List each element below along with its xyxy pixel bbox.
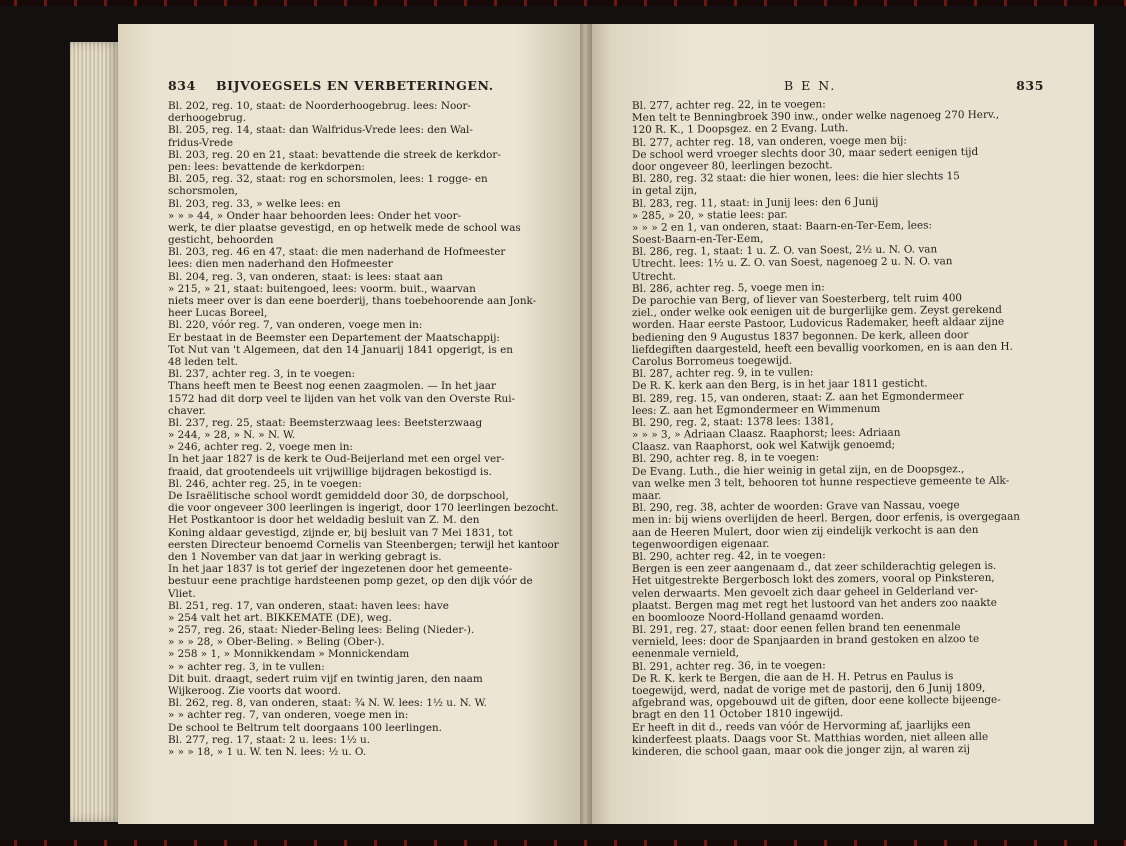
text-line: Bl. 277, achter reg. 18, van onderen, voege men bij: bbox=[631, 134, 907, 149]
text-line: werk, te dier plaatse gevestigd, en op hetwelk mede de school was bbox=[168, 221, 521, 234]
text-line: chaver. bbox=[168, 404, 206, 417]
text-line: » 246, achter reg. 2, voege men in: bbox=[168, 441, 353, 454]
text-line: eenenmale vernield, bbox=[631, 647, 740, 661]
text-line: gesticht, behoorden bbox=[168, 234, 274, 247]
text-line: eersten Directeur benoemd Cornelis van Steenbergen; terwijl het kantoor bbox=[168, 538, 559, 551]
text-line: In het jaar 1827 is de kerk te Oud-Beijerland met een orgel ver- bbox=[168, 453, 505, 466]
text-line: » » achter reg. 3, in te vullen: bbox=[168, 660, 325, 673]
text-line: den 1 November van dat jaar in werking gebragt is. bbox=[168, 550, 442, 563]
text-line: De school werd vroeger slechts door 30, maar sedert eenigen tijd bbox=[631, 145, 979, 161]
text-line: Bl. 262, reg. 8, van onderen, staat: ¾ N. W. lees: 1½ u. N. W. bbox=[168, 697, 487, 710]
text-line: » » » 28, » Ober-Beling. » Beling (Ober-). bbox=[168, 636, 385, 649]
text-line: Bl. 290, achter reg. 8, in te voegen: bbox=[631, 451, 820, 466]
text-line: De Evang. Luth., die hier weinig in getal zijn, en de Doopsgez., bbox=[631, 462, 965, 478]
text-line: Er bestaat in de Beemster een Departement der Maatschappij: bbox=[168, 331, 500, 344]
running-head: BIJVOEGSELS EN VERBETERINGEN. bbox=[216, 78, 494, 93]
text-line: Er heeft in dit d., reeds van vóór de Hervorming af, jaarlijks een bbox=[631, 718, 971, 734]
page-body bbox=[168, 100, 568, 758]
text-line: Bl. 290, reg. 2, staat: 1378 lees: 1381, bbox=[631, 415, 834, 429]
text-line: Tot Nut van 't Algemeen, dat den 14 Januarij 1841 opgerigt, is en bbox=[168, 343, 513, 356]
text-line: De Israëlitische school wordt gemiddeld door 30, de dorpschool, bbox=[168, 490, 509, 502]
text-line: Bl. 277, reg. 17, staat: 2 u. lees: 1½ u. bbox=[168, 733, 371, 746]
text-line: Bl. 203, reg. 46 en 47, staat: die men naderhand de Hofmeester bbox=[168, 246, 506, 259]
text-line: niets meer over is dan eene boerderij, thans toebehoorende aan Jonk- bbox=[168, 295, 537, 307]
text-line: Carolus Borromeus toegewijd. bbox=[631, 354, 793, 368]
text-line: kinderfeest plaats. Daags voor St. Matthias worden, niet alleen alle bbox=[631, 730, 989, 746]
text-line: Bl. 287, achter reg. 9, in te vullen: bbox=[631, 366, 814, 381]
running-head: B E N. bbox=[784, 78, 837, 93]
text-line: » 258 » 1, » Monnikkendam » Monnickendam bbox=[168, 648, 410, 661]
text-line: Bl. 277, achter reg. 22, in te voegen: bbox=[631, 98, 826, 112]
text-line: ziel., onder welke ook eenigen uit de burgerlijke gem. Zeyst gerekend bbox=[631, 303, 1002, 320]
text-line: schorsmolen, bbox=[168, 185, 238, 198]
text-line: Bl. 246, achter reg. 25, in te voegen: bbox=[168, 477, 362, 490]
text-line: Bl. 205, reg. 14, staat: dan Walfridus-Vrede lees: den Wal- bbox=[168, 124, 473, 137]
text-line: door ongeveer 80, leerlingen bezocht. bbox=[631, 159, 833, 173]
text-line: Bl. 291, achter reg. 36, in te voegen: bbox=[631, 658, 826, 673]
text-line: bestuur eene prachtige hardsteenen pomp gezet, op den dijk vóór de bbox=[168, 575, 533, 588]
text-line: Vliet. bbox=[168, 587, 196, 600]
text-line: » 254 valt het art. BIKKEMATE (DE), weg. bbox=[168, 611, 392, 624]
text-line: Bl. 251, reg. 17, van onderen, staat: haven lees: have bbox=[168, 599, 449, 612]
right-page bbox=[586, 24, 1094, 824]
text-line: Bl. 205, reg. 32, staat: rog en schorsmolen, lees: 1 rogge- en bbox=[168, 173, 488, 186]
text-line: » » » 2 en 1, van onderen, staat: Baarn-en-Ter-Eem, lees: bbox=[631, 219, 932, 234]
text-line: » » achter reg. 7, van onderen, voege men in: bbox=[168, 709, 409, 722]
text-line: » 244, » 28, » N. » N. W. bbox=[168, 429, 296, 442]
text-line: Men telt te Benningbroek 390 inw., onder welke nagenoeg 270 Herv., bbox=[631, 108, 1000, 125]
text-line: » » » 18, » 1 u. W. ten N. lees: ½ u. O. bbox=[168, 745, 367, 758]
text-line: Soest-Baarn-en-Ter-Eem, bbox=[631, 232, 764, 247]
text-line: lees: Z. aan het Egmondermeer en Wimmenum bbox=[631, 402, 881, 417]
page-number: 834 bbox=[168, 78, 196, 93]
text-line: De school te Beltrum telt doorgaans 100 leerlingen. bbox=[168, 721, 442, 734]
text-line: » » » 3, » Adriaan Claasz. Raaphorst; lees: Adriaan bbox=[631, 426, 901, 442]
text-line: Dit buit. draagt, sedert ruim vijf en twintig jaren, den naam bbox=[168, 672, 483, 685]
bottom-border bbox=[0, 840, 1126, 846]
text-line: bediening den 9 Augustus 1837 begonnen. De kerk, alleen door bbox=[631, 328, 969, 344]
page-number: 835 bbox=[1016, 78, 1044, 93]
text-line: die voor ongeveer 300 leerlingen is ingerigt, door 170 leerlingen bezocht. bbox=[168, 502, 559, 515]
text-line: Koning aldaar gevestigd, zijnde er, bij besluit van 7 Mei 1831, tot bbox=[168, 526, 513, 539]
text-line: Bl. 290, achter reg. 42, in te voegen: bbox=[631, 549, 826, 563]
text-line: Wijkeroog. Zie voorts dat woord. bbox=[168, 685, 342, 697]
text-line: liefdegiften daargesteld, heeft een bevallig voorkomen, en is aan den H. bbox=[631, 340, 1013, 356]
book-gutter bbox=[580, 24, 592, 824]
text-line: worden. Haar eerste Pastoor, Ludovicus Rademaker, heeft aldaar zijne bbox=[631, 316, 1005, 332]
page-edges bbox=[70, 42, 120, 822]
text-line: Bl. 283, reg. 11, staat: in Junij lees: den 6 Junij bbox=[631, 195, 879, 210]
text-line: afgebrand was, opgebouwd uit de giften, door eene kollecte bijeenge- bbox=[631, 693, 1001, 710]
text-line: Bl. 289, reg. 15, van onderen, staat: Z. aan het Egmondermeer bbox=[631, 389, 964, 405]
text-line: 48 leden telt. bbox=[168, 355, 238, 368]
text-line: plaatst. Bergen mag met regt het lustoord van het anders zoo naakte bbox=[631, 596, 997, 612]
text-line: Het uitgestrekte Bergerbosch lokt des zomers, vooral op Pinksteren, bbox=[631, 572, 995, 588]
text-line: Claasz. van Raaphorst, ook wel Katwijk genoemd; bbox=[631, 438, 896, 454]
text-line: Bl. 237, achter reg. 3, in te voegen: bbox=[168, 368, 356, 381]
text-line: Bl. 237, reg. 25, staat: Beemsterzwaag lees: Beetsterzwaag bbox=[168, 416, 483, 429]
text-line: maar. bbox=[631, 489, 662, 502]
text-line: Bl. 286, reg. 1, staat: 1 u. Z. O. van Soest, 2½ u. N. O. van bbox=[631, 243, 938, 259]
text-line: De R. K. kerk te Bergen, die aan de H. H. Petrus en Paulus is bbox=[631, 670, 954, 685]
text-line: Thans heeft men te Beest nog eenen zaagmolen. — In het jaar bbox=[168, 380, 496, 393]
text-line: Het Postkantoor is door het weldadig besluit van Z. M. den bbox=[168, 514, 480, 527]
text-line: Utrecht. lees: 1½ u. Z. O. van Soest, nagenoeg 2 u. N. O. van bbox=[631, 255, 953, 271]
open-book bbox=[62, 24, 1096, 824]
left-page bbox=[118, 24, 586, 824]
text-line: De R. K. kerk aan den Berg, is in het jaar 1811 gesticht. bbox=[631, 377, 928, 393]
text-line: De parochie van Berg, of liever van Soesterberg, telt ruim 400 bbox=[631, 292, 963, 307]
text-line: In het jaar 1837 is tot gerief der ingezetenen door het gemeente- bbox=[168, 563, 513, 576]
text-line: in getal zijn, bbox=[631, 184, 698, 198]
text-line: Bl. 291, reg. 27, staat: door eenen fellen brand ten eenenmale bbox=[631, 621, 961, 637]
text-line: » 215, » 21, staat: buitengoed, lees: voorm. buit., waarvan bbox=[168, 282, 476, 295]
text-line: » 285, » 20, » statie lees: par. bbox=[631, 208, 788, 222]
top-border bbox=[0, 0, 1126, 6]
text-line: aan de Heeren Mulert, door wien zij eindelijk verkocht is aan den bbox=[631, 523, 979, 539]
text-line: pen: lees: bevattende de kerkdorpen: bbox=[168, 160, 365, 173]
text-line: 120 R. K., 1 Doopsgez. en 2 Evang. Luth. bbox=[631, 122, 849, 137]
text-line: fridus-Vrede bbox=[168, 136, 233, 149]
text-line: heer Lucas Boreel, bbox=[168, 307, 268, 320]
text-line: vernield, lees: door de Spanjaarden in brand gestoken en alzoo te bbox=[631, 633, 980, 649]
text-line: lees: dien men naderhand den Hofmeester bbox=[168, 258, 393, 271]
text-line: » » » 44, » Onder haar behoorden lees: Onder het voor- bbox=[168, 209, 462, 222]
text-line: Bergen is een zeer aangenaam d., dat zeer schilderachtig gelegen is. bbox=[631, 559, 997, 576]
text-line: Bl. 286, achter reg. 5, voege men in: bbox=[631, 281, 825, 295]
text-line: bragt en den 11 October 1810 ingewijd. bbox=[631, 707, 844, 722]
text-line: Utrecht. bbox=[631, 270, 677, 283]
text-line: Bl. 202, reg. 10, staat: de Noorderhoogebrug. lees: Noor- bbox=[168, 100, 471, 112]
text-line: tegenwoordigen eigenaar. bbox=[631, 537, 770, 551]
text-line: derhoogebrug. bbox=[168, 112, 247, 125]
text-line: Bl. 204, reg. 3, van onderen, staat: is lees: staat aan bbox=[168, 270, 443, 283]
text-line: fraaid, dat grootendeels uit vrijwillige bijdragen bekostigd is. bbox=[168, 465, 492, 478]
page-body bbox=[632, 100, 1054, 758]
text-line: 1572 had dit dorp veel te lijden van het volk van den Overste Rui- bbox=[168, 392, 516, 405]
text-line: Bl. 280, reg. 32 staat: die hier wonen, lees: die hier slechts 15 bbox=[631, 170, 960, 186]
text-line: Bl. 203, reg. 20 en 21, staat: bevattende die streek de kerkdor- bbox=[168, 148, 501, 161]
text-line: Bl. 290, reg. 38, achter de woorden: Grave van Nassau, voege bbox=[631, 499, 960, 515]
text-line: velen derwaarts. Men gevoelt zich daar geheel in Gelderland ver- bbox=[631, 584, 979, 600]
text-line: Bl. 203, reg. 33, » welke lees: en bbox=[168, 197, 341, 210]
text-line: van welke men 3 telt, behooren tot hunne respectieve gemeente te Alk- bbox=[631, 474, 1010, 490]
text-line: » 257, reg. 26, staat: Nieder-Beling lees: Beling (Nieder-). bbox=[168, 624, 475, 637]
text-line: men in: bij wiens overlijden de heerl. Bergen, door erfenis, is overgegaan bbox=[631, 510, 1021, 527]
text-line: en boomlooze Noord-Holland genaamd worden. bbox=[631, 609, 885, 624]
text-line: Bl. 220, vóór reg. 7, van onderen, voege men in: bbox=[168, 319, 423, 332]
text-line: kinderen, die school gaan, maar ook die jonger zijn, al waren zij bbox=[631, 742, 970, 758]
text-line: toegewijd, werd, nadat de vorige met de pastorij, den 6 Junij 1809, bbox=[631, 681, 986, 697]
